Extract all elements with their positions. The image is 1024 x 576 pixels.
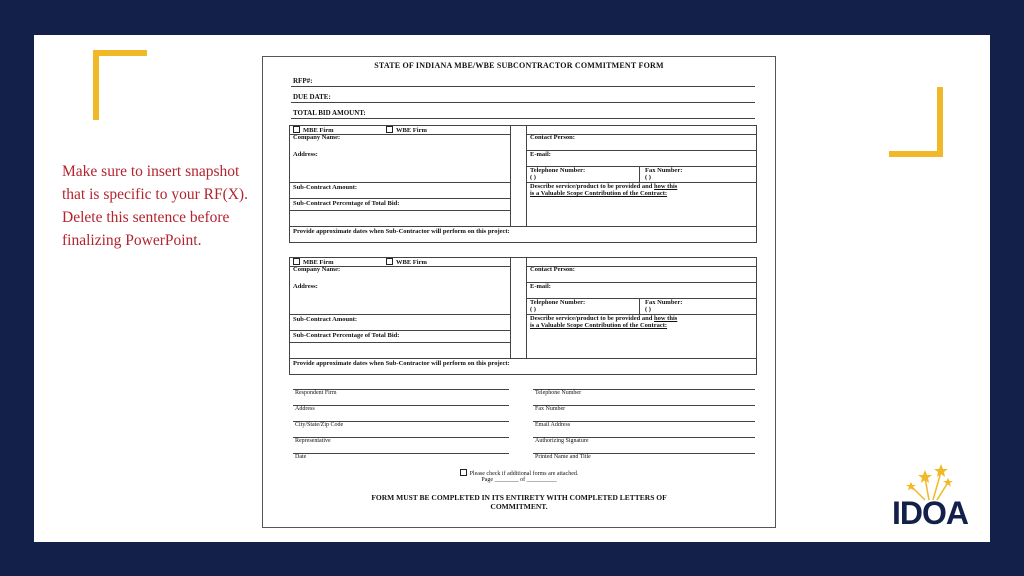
date-label: Date	[295, 454, 307, 460]
subcontractor-section-1	[289, 125, 757, 243]
city-state-zip-label: City/State/Zip Code	[295, 422, 344, 428]
respondent-firm-label: Respondent Firm	[295, 390, 337, 396]
email-label: E-mail:	[530, 151, 551, 158]
address-sig-label: Address	[295, 406, 315, 412]
fax-paren: ( )	[645, 306, 651, 313]
idoa-logo	[889, 460, 979, 535]
form-title: STATE OF INDIANA MBE/WBE SUBCONTRACTOR COMMITMENT FORM	[374, 61, 664, 70]
total-bid-label: TOTAL BID AMOUNT:	[293, 109, 366, 117]
idoa-logo-text: IDOA	[892, 495, 968, 531]
additional-forms-note: Please check if additional forms are attached.	[263, 469, 775, 477]
fax-label: Fax Number:	[645, 167, 683, 174]
telephone-number-label: Telephone Number	[535, 390, 582, 396]
rfp-label: RFP#:	[293, 77, 313, 85]
percentage-label: Sub-Contract Percentage of Total Bid:	[293, 332, 400, 339]
page-of: Page ________ of __________	[481, 477, 557, 483]
company-name-label: Company Name:	[293, 266, 341, 273]
commitment-form-snapshot	[262, 56, 776, 528]
slide	[34, 35, 990, 542]
company-name-label: Company Name:	[293, 134, 341, 141]
email-address-label: Email Address	[535, 422, 571, 428]
dates-label: Provide approximate dates when Sub-Contractor will perform on this project:	[293, 360, 510, 367]
wbe-checkbox-label: WBE Firm	[386, 126, 427, 134]
contact-person-label: Contact Person:	[530, 134, 575, 141]
contact-person-label: Contact Person:	[530, 266, 575, 273]
corner-bracket-bottom-right	[889, 87, 943, 157]
address-label: Address:	[293, 151, 318, 158]
telephone-label: Telephone Number:	[530, 299, 586, 306]
fax-number-label: Fax Number	[535, 406, 566, 412]
fax-label: Fax Number:	[645, 299, 683, 306]
telephone-paren: ( )	[530, 174, 536, 181]
mbe-checkbox-label: MBE Firm	[293, 258, 334, 266]
instruction-note: Make sure to insert snapshot that is specific to your RF(X). Delete this sentence before finalizing PowerPoint.	[62, 163, 248, 249]
corner-bracket-top-left	[93, 50, 147, 120]
describe-label: Describe service/product to be provided and how this	[530, 315, 678, 322]
rfp-line	[291, 86, 755, 87]
subcontract-amount-label: Sub-Contract Amount:	[293, 316, 358, 323]
percentage-label: Sub-Contract Percentage of Total Bid:	[293, 200, 400, 207]
due-date-label: DUE DATE:	[293, 93, 331, 101]
due-date-line	[291, 102, 755, 103]
dates-label: Provide approximate dates when Sub-Contractor will perform on this project:	[293, 228, 510, 235]
footer-line-2: COMMITMENT.	[490, 502, 548, 511]
address-label: Address:	[293, 283, 318, 290]
representative-label: Representative	[295, 438, 331, 444]
total-bid-line	[291, 118, 755, 119]
subcontractor-section-2	[289, 257, 757, 375]
footer-line-1: FORM MUST BE COMPLETED IN ITS ENTIRETY WITH COMPLETED LETTERS OF	[371, 493, 667, 502]
wbe-checkbox-label: WBE Firm	[386, 258, 427, 266]
describe-label-2: is a Valuable Scope Contribution of the Contract:	[530, 322, 668, 329]
describe-label: Describe service/product to be provided and how this	[530, 183, 678, 190]
describe-label-2: is a Valuable Scope Contribution of the Contract:	[530, 190, 668, 197]
mbe-checkbox-label: MBE Firm	[293, 126, 334, 134]
email-label: E-mail:	[530, 283, 551, 290]
fax-paren: ( )	[645, 174, 651, 181]
authorizing-signature-label: Authorizing Signature	[535, 438, 589, 444]
telephone-label: Telephone Number:	[530, 167, 586, 174]
printed-name-label: Printed Name and Title	[535, 454, 591, 460]
telephone-paren: ( )	[530, 306, 536, 313]
subcontract-amount-label: Sub-Contract Amount:	[293, 184, 358, 191]
